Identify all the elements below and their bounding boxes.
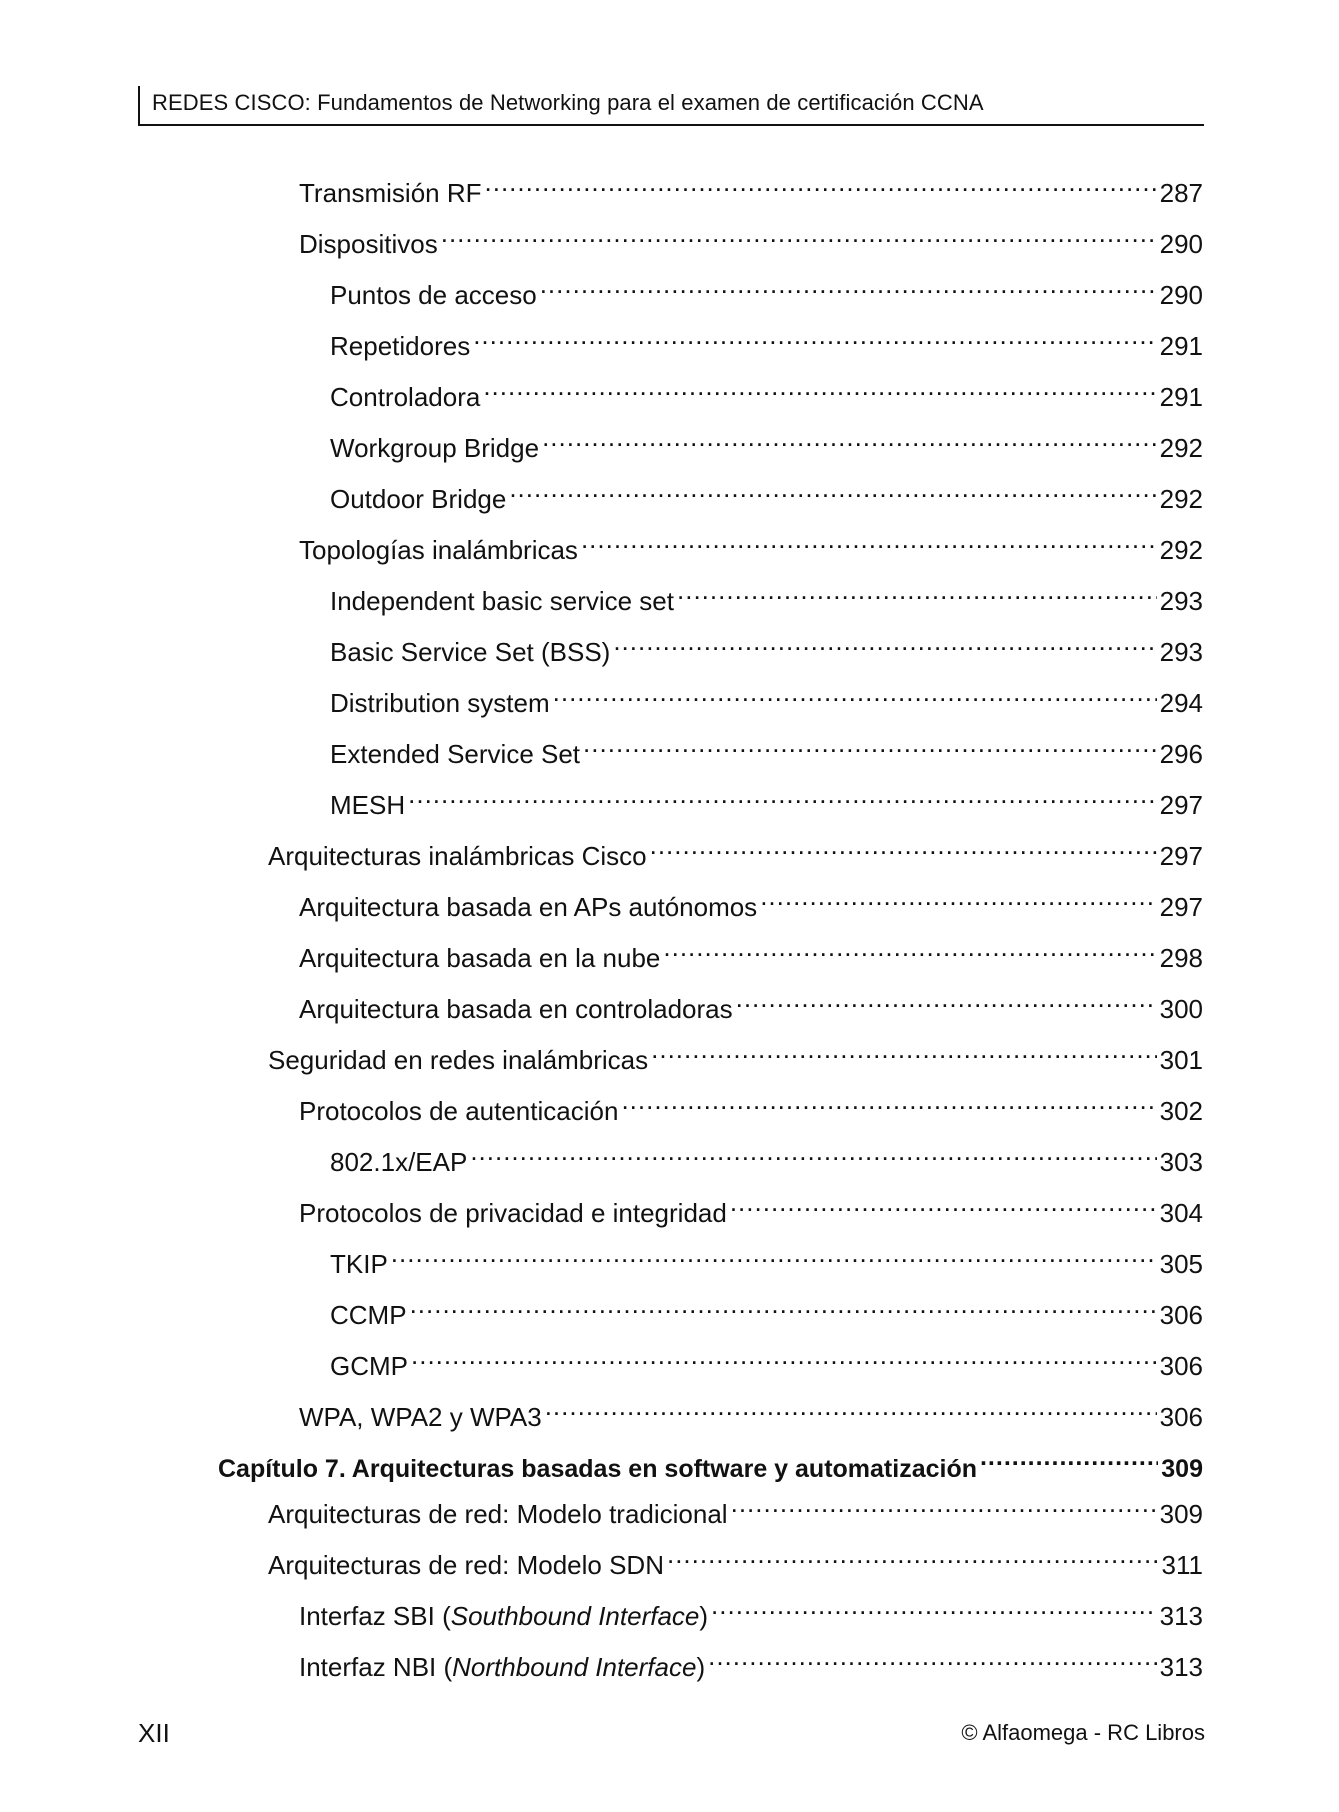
running-header-title: REDES CISCO: Fundamentos de Networking para el examen de certificación CCNA <box>152 90 984 115</box>
toc-leader-dots <box>542 417 1157 457</box>
toc-leader-dots <box>667 1534 1159 1574</box>
toc-entry <box>330 366 1203 412</box>
toc-entry-page: 306 <box>1159 1402 1203 1432</box>
toc-entry <box>299 1182 1203 1228</box>
toc-leader-dots <box>677 570 1157 610</box>
toc-entry-title: Capítulo 7. Arquitecturas basadas en software y automatización <box>218 1455 977 1483</box>
toc-entry <box>330 774 1203 820</box>
toc-leader-dots <box>621 1080 1156 1120</box>
toc-entry <box>330 621 1203 667</box>
toc-entry-title: Repetidores <box>330 331 471 361</box>
toc-entry <box>268 1534 1203 1580</box>
toc-entry-title: Independent basic service set <box>330 586 674 616</box>
toc-entry <box>299 519 1203 565</box>
toc-leader-dots <box>650 825 1157 865</box>
toc-leader-dots <box>391 1233 1157 1273</box>
toc-leader-dots <box>730 1182 1157 1222</box>
toc-entry-title: Dispositivos <box>299 229 438 259</box>
toc-leader-dots <box>408 774 1156 814</box>
toc-entry-page: 287 <box>1159 178 1203 208</box>
toc-entry-page: 297 <box>1159 892 1203 922</box>
toc-entry-title: Arquitectura basada en la nube <box>299 943 661 973</box>
toc-entry-title: Transmisión RF <box>299 178 482 208</box>
toc-entry-page: 300 <box>1159 994 1203 1024</box>
toc-leader-dots <box>731 1483 1157 1523</box>
toc-entry-page: 313 <box>1159 1652 1203 1682</box>
toc-entry <box>330 570 1203 616</box>
toc-leader-dots <box>470 1131 1156 1171</box>
toc-entry-title: Arquitecturas de red: Modelo tradicional <box>268 1499 728 1529</box>
toc-entry-title: Extended Service Set <box>330 739 581 769</box>
toc-entry <box>330 468 1203 514</box>
toc-entry <box>330 417 1203 463</box>
toc-entry-page: 297 <box>1159 841 1203 871</box>
toc-entry-page: 292 <box>1159 433 1203 463</box>
toc-entry <box>330 1131 1203 1177</box>
toc-leader-dots <box>485 162 1157 202</box>
toc-leader-dots <box>473 315 1156 355</box>
toc-entry-title: Topologías inalámbricas <box>299 535 578 565</box>
toc-entry-title: GCMP <box>330 1351 408 1381</box>
toc-entry <box>330 723 1203 769</box>
toc-entry-page: 297 <box>1159 790 1203 820</box>
toc-leader-dots <box>736 978 1157 1018</box>
toc-entry <box>218 1437 1203 1483</box>
toc-entry-page: 290 <box>1159 280 1203 310</box>
page-number: XII <box>138 1718 170 1748</box>
toc-entry-title: Interfaz SBI (Southbound Interface) <box>299 1601 709 1631</box>
toc-entry-page: 293 <box>1159 637 1203 667</box>
toc-entry-page: 313 <box>1159 1601 1203 1631</box>
toc-entry-title: Protocolos de autenticación <box>299 1096 619 1126</box>
toc-entry <box>299 162 1203 208</box>
toc-leader-dots <box>411 1335 1157 1375</box>
toc-entry-title: Basic Service Set (BSS) <box>330 637 611 667</box>
toc-entry-title: MESH <box>330 790 406 820</box>
toc-entry-page: 291 <box>1159 382 1203 412</box>
toc-entry-title: Seguridad en redes inalámbricas <box>268 1045 649 1075</box>
toc-leader-dots <box>663 927 1156 967</box>
toc-entry-page: 296 <box>1159 739 1203 769</box>
toc-entry-page: 294 <box>1159 688 1203 718</box>
toc-entry-page: 309 <box>1161 1455 1203 1483</box>
toc-entry <box>299 927 1203 973</box>
toc-leader-dots <box>583 723 1157 763</box>
toc-entry-page: 292 <box>1159 484 1203 514</box>
toc-entry-page: 291 <box>1159 331 1203 361</box>
toc-entry-title: CCMP <box>330 1300 407 1330</box>
toc-entry-page: 293 <box>1159 586 1203 616</box>
toc-entry-title: Arquitecturas de red: Modelo SDN <box>268 1550 664 1580</box>
toc-entry <box>330 315 1203 361</box>
toc-entry-page: 292 <box>1159 535 1203 565</box>
toc-leader-dots <box>581 519 1157 559</box>
toc-entry <box>330 1284 1203 1330</box>
toc-entry-title: WPA, WPA2 y WPA3 <box>299 1402 542 1432</box>
toc-entry <box>299 1386 1203 1432</box>
toc-entry-page: 309 <box>1159 1499 1203 1529</box>
toc-entry-title: Puntos de acceso <box>330 280 537 310</box>
toc-entry-page: 290 <box>1159 229 1203 259</box>
toc-entry-page: 306 <box>1159 1300 1203 1330</box>
toc-leader-dots <box>540 264 1157 304</box>
toc-entry <box>299 876 1203 922</box>
toc-leader-dots <box>708 1636 1157 1676</box>
toc-entry-title: Workgroup Bridge <box>330 433 540 463</box>
toc-leader-dots <box>711 1585 1157 1625</box>
toc-entry-title: Interfaz NBI (Northbound Interface) <box>299 1652 706 1682</box>
toc-entry-title: Distribution system <box>330 688 550 718</box>
toc-leader-dots <box>410 1284 1157 1324</box>
toc-entry <box>299 213 1203 259</box>
toc-entry <box>330 264 1203 310</box>
toc-entry <box>299 1080 1203 1126</box>
toc-leader-dots <box>760 876 1156 916</box>
toc-entry-page: 311 <box>1161 1550 1203 1580</box>
toc-leader-dots <box>613 621 1156 661</box>
toc-entry-title: Arquitectura basada en APs autónomos <box>299 892 758 922</box>
toc-entry-title: Protocolos de privacidad e integridad <box>299 1198 727 1228</box>
toc-leader-dots <box>553 672 1157 712</box>
toc-entry-page: 305 <box>1159 1249 1203 1279</box>
toc-entry-title: Outdoor Bridge <box>330 484 507 514</box>
toc-entry <box>299 978 1203 1024</box>
toc-leader-dots <box>651 1029 1156 1069</box>
toc-entry <box>268 1029 1203 1075</box>
toc-entry-title: TKIP <box>330 1249 388 1279</box>
toc-entry <box>299 1585 1203 1631</box>
toc-leader-dots <box>509 468 1156 508</box>
toc-leader-dots <box>483 366 1156 406</box>
toc-entry-page: 302 <box>1159 1096 1203 1126</box>
toc-entry-page: 306 <box>1159 1351 1203 1381</box>
toc-entry-title: Arquitectura basada en controladoras <box>299 994 733 1024</box>
toc-entry-title: 802.1x/EAP <box>330 1147 468 1177</box>
toc-entry-title: Arquitecturas inalámbricas Cisco <box>268 841 647 871</box>
toc-entry <box>330 1233 1203 1279</box>
toc-leader-dots <box>545 1386 1157 1426</box>
toc-entry <box>330 1335 1203 1381</box>
toc-entry <box>330 672 1203 718</box>
toc-entry-title: Controladora <box>330 382 481 412</box>
toc-leader-dots <box>441 213 1157 253</box>
toc-leader-dots <box>980 1437 1158 1477</box>
toc-entry <box>268 825 1203 871</box>
toc-entry-page: 298 <box>1159 943 1203 973</box>
toc-entry-page: 304 <box>1159 1198 1203 1228</box>
toc-entry <box>299 1636 1203 1682</box>
publisher-credit: © Alfaomega - RC Libros <box>961 1720 1205 1745</box>
toc-entry-page: 303 <box>1159 1147 1203 1177</box>
toc-entry <box>268 1483 1203 1529</box>
toc-entry-page: 301 <box>1159 1045 1203 1075</box>
